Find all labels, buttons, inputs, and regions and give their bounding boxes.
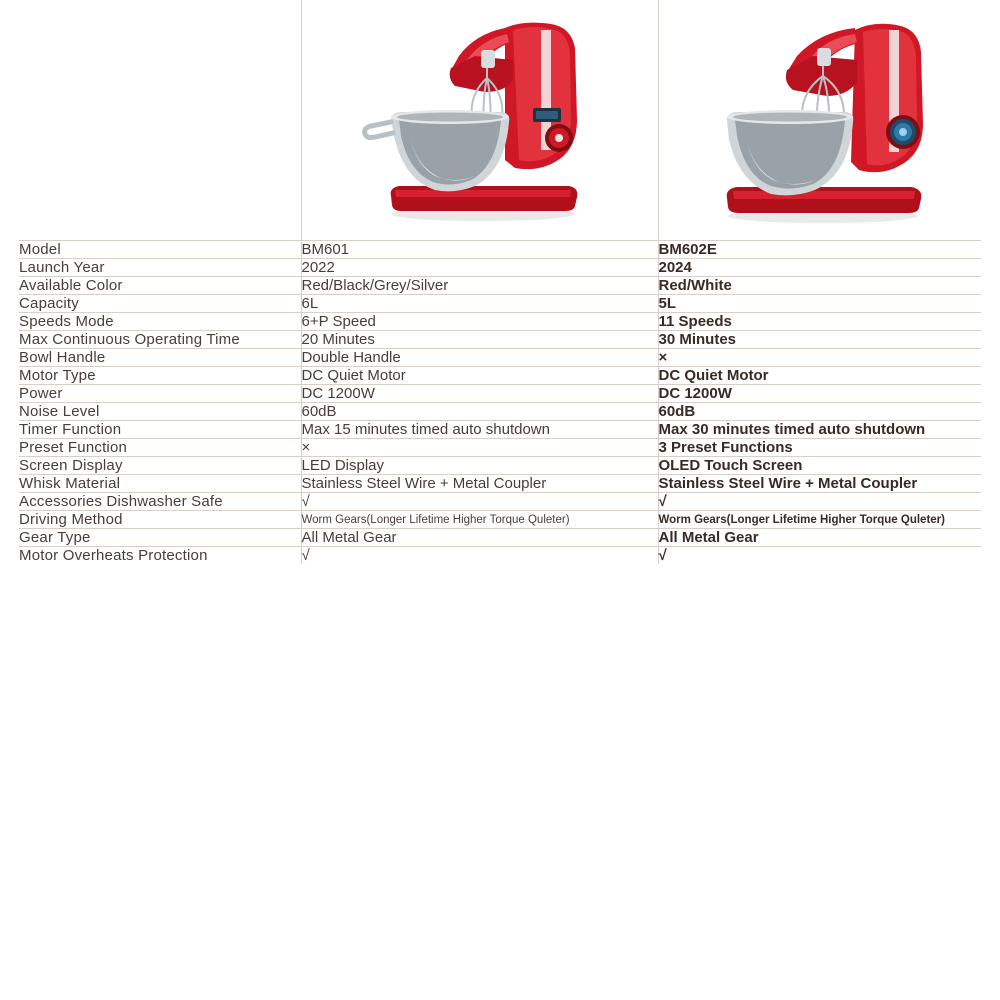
row-label: Model bbox=[19, 241, 301, 259]
row-value-b: 60dB bbox=[658, 403, 981, 421]
table-body bbox=[19, 0, 981, 564]
row-label: Driving Method bbox=[19, 511, 301, 529]
table-row bbox=[19, 367, 981, 385]
row-value-b: Worm Gears(Longer Lifetime Higher Torque Quleter) bbox=[658, 511, 981, 529]
row-value-b: DC Quiet Motor bbox=[658, 367, 981, 385]
table-row bbox=[19, 511, 981, 529]
row-value-a: DC 1200W bbox=[301, 385, 658, 403]
stand-mixer-bm602e-image bbox=[658, 0, 981, 241]
row-label: Screen Display bbox=[19, 457, 301, 475]
table-row bbox=[19, 295, 981, 313]
table-row bbox=[19, 277, 981, 295]
row-value-b: 5L bbox=[658, 295, 981, 313]
row-label: Motor Type bbox=[19, 367, 301, 385]
row-label: Timer Function bbox=[19, 421, 301, 439]
row-value-b: Max 30 minutes timed auto shutdown bbox=[658, 421, 981, 439]
row-label: Motor Overheats Protection bbox=[19, 547, 301, 565]
row-value-b: BM602E bbox=[658, 241, 981, 259]
row-value-a: 20 Minutes bbox=[301, 331, 658, 349]
table-row bbox=[19, 331, 981, 349]
row-value-a: Stainless Steel Wire + Metal Coupler bbox=[301, 475, 658, 493]
mixer-illustration-a bbox=[355, 0, 605, 235]
row-value-b: All Metal Gear bbox=[658, 529, 981, 547]
row-value-a: Max 15 minutes timed auto shutdown bbox=[301, 421, 658, 439]
row-value-a: Double Handle bbox=[301, 349, 658, 367]
row-value-a: Worm Gears(Longer Lifetime Higher Torque Quleter) bbox=[301, 511, 658, 529]
row-label: Preset Function bbox=[19, 439, 301, 457]
row-value-a: All Metal Gear bbox=[301, 529, 658, 547]
row-value-b: × bbox=[658, 349, 981, 367]
product-comparison-table bbox=[19, 0, 981, 564]
row-value-a: DC Quiet Motor bbox=[301, 367, 658, 385]
row-value-a: √ bbox=[301, 547, 658, 565]
row-label: Accessories Dishwasher Safe bbox=[19, 493, 301, 511]
row-label: Power bbox=[19, 385, 301, 403]
table-row bbox=[19, 547, 981, 565]
table-row bbox=[19, 457, 981, 475]
table-row bbox=[19, 493, 981, 511]
table-row bbox=[19, 349, 981, 367]
row-value-b: DC 1200W bbox=[658, 385, 981, 403]
row-value-b: 11 Speeds bbox=[658, 313, 981, 331]
row-value-b: √ bbox=[658, 547, 981, 565]
mixer-illustration-b bbox=[695, 0, 945, 235]
row-label: Launch Year bbox=[19, 259, 301, 277]
table-row bbox=[19, 313, 981, 331]
empty-header-cell bbox=[19, 0, 301, 241]
table-row bbox=[19, 439, 981, 457]
row-label: Speeds Mode bbox=[19, 313, 301, 331]
row-value-b: √ bbox=[658, 493, 981, 511]
row-value-a: Red/Black/Grey/Silver bbox=[301, 277, 658, 295]
product-image-row bbox=[19, 0, 981, 241]
row-value-b: Red/White bbox=[658, 277, 981, 295]
table-row bbox=[19, 529, 981, 547]
row-label: Gear Type bbox=[19, 529, 301, 547]
table-row bbox=[19, 403, 981, 421]
table-row bbox=[19, 385, 981, 403]
row-value-a: BM601 bbox=[301, 241, 658, 259]
row-value-a: 2022 bbox=[301, 259, 658, 277]
table-row bbox=[19, 475, 981, 493]
row-label: Max Continuous Operating Time bbox=[19, 331, 301, 349]
row-value-a: 60dB bbox=[301, 403, 658, 421]
row-value-a: 6L bbox=[301, 295, 658, 313]
row-value-a: 6+P Speed bbox=[301, 313, 658, 331]
row-value-b: OLED Touch Screen bbox=[658, 457, 981, 475]
row-label: Capacity bbox=[19, 295, 301, 313]
row-value-b: 30 Minutes bbox=[658, 331, 981, 349]
row-label: Available Color bbox=[19, 277, 301, 295]
table-row bbox=[19, 421, 981, 439]
row-value-b: 2024 bbox=[658, 259, 981, 277]
table-row bbox=[19, 241, 981, 259]
row-value-a: LED Display bbox=[301, 457, 658, 475]
row-label: Noise Level bbox=[19, 403, 301, 421]
row-value-a: √ bbox=[301, 493, 658, 511]
row-value-a: × bbox=[301, 439, 658, 457]
row-value-b: Stainless Steel Wire + Metal Coupler bbox=[658, 475, 981, 493]
row-label: Whisk Material bbox=[19, 475, 301, 493]
row-label: Bowl Handle bbox=[19, 349, 301, 367]
stand-mixer-bm601-image bbox=[301, 0, 658, 241]
table-row bbox=[19, 259, 981, 277]
row-value-b: 3 Preset Functions bbox=[658, 439, 981, 457]
